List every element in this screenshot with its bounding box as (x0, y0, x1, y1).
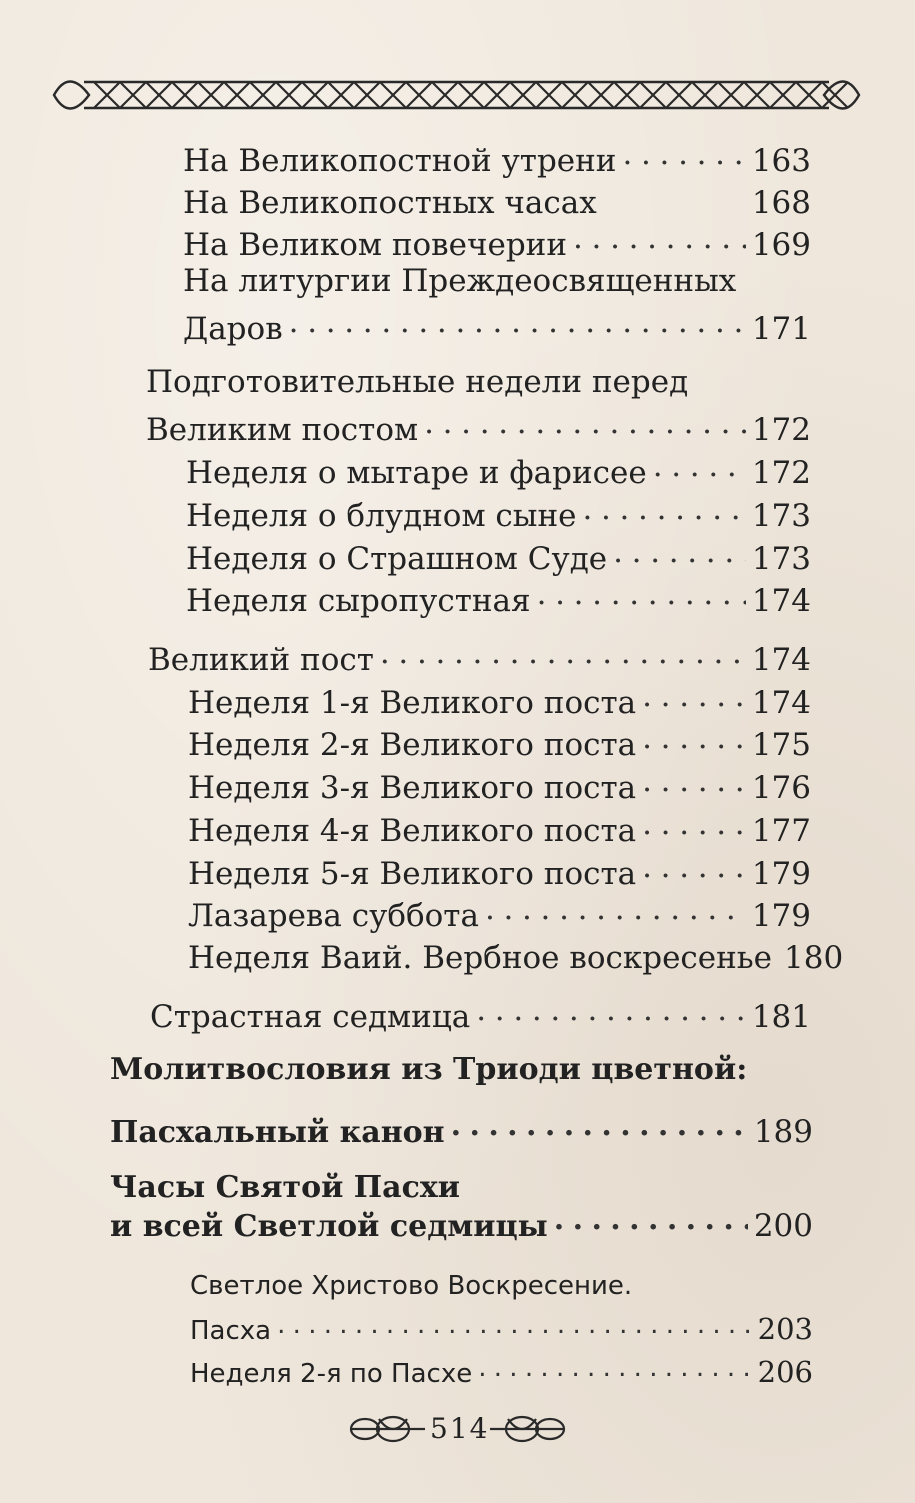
entry-page: 171 (751, 311, 811, 347)
leader-dots (485, 895, 746, 926)
leader-dots (642, 767, 746, 798)
entry-page: 172 (751, 455, 811, 491)
entry-page: 200 (753, 1208, 813, 1244)
toc-entry[interactable] (183, 140, 811, 177)
toc-section-entry[interactable] (110, 1112, 813, 1148)
toc-entry[interactable] (186, 580, 811, 617)
entry-page: 172 (751, 412, 811, 448)
leader-dots (277, 1313, 752, 1339)
entry-title: Неделя 5-я Великого поста (188, 856, 637, 892)
leader-dots (451, 1112, 748, 1142)
entry-title: Неделя о блудном сыне (186, 498, 577, 534)
entry-title-line1[interactable]: Светлое Христово Воскресение. (190, 1271, 633, 1301)
entry-title: Лазарева суббота (188, 898, 479, 934)
toc-entry[interactable] (186, 452, 811, 489)
entry-page: 174 (751, 583, 811, 619)
toc-section-entry[interactable] (148, 639, 811, 676)
entry-title: Неделя 4-я Великого поста (188, 813, 637, 849)
entry-page: 175 (751, 727, 811, 763)
leader-dots (642, 810, 746, 841)
entry-page: 174 (751, 685, 811, 721)
entry-title: Пасхальный канон (110, 1115, 445, 1150)
page-footer (345, 1408, 570, 1450)
toc-entry[interactable] (190, 1313, 813, 1344)
entry-title: Пасха (190, 1316, 272, 1346)
entry-title: На Великом повечерии (183, 227, 567, 263)
entry-title: Неделя сыропустная (186, 583, 531, 619)
leader-dots (642, 682, 746, 713)
entry-page: 177 (751, 813, 811, 849)
leader-dots (554, 1206, 748, 1236)
page-number: 514 (430, 1412, 490, 1445)
toc-section-entry[interactable] (110, 1206, 813, 1242)
toc-entry[interactable] (188, 724, 811, 761)
entry-title: На Великопостной утрени (183, 143, 617, 179)
entry-page: 181 (751, 999, 811, 1035)
entry-page: 189 (753, 1114, 813, 1150)
entry-page: 180 (784, 940, 844, 976)
entry-page: 179 (751, 898, 811, 934)
leader-dots (642, 853, 746, 884)
entry-title: и всей Светлой седмицы (110, 1209, 548, 1244)
entry-title: Неделя 2-я Великого поста (188, 727, 637, 763)
entry-title: Неделя о Страшном Суде (186, 541, 608, 577)
entry-title: Неделя 2-я по Пасхе (190, 1359, 473, 1389)
leader-dots (622, 140, 745, 171)
toc-entry[interactable] (183, 308, 811, 345)
entry-title: Неделя 3-я Великого поста (188, 770, 637, 806)
leader-dots (478, 1356, 751, 1382)
entry-title: Великим постом (146, 412, 419, 448)
entry-page: 176 (751, 770, 811, 806)
leader-dots (424, 409, 746, 440)
entry-page: 163 (751, 143, 811, 179)
toc-entry[interactable] (183, 224, 811, 261)
entry-page: 169 (751, 227, 811, 263)
entry-page: 173 (751, 541, 811, 577)
leader-dots (476, 996, 746, 1027)
toc-section-entry[interactable] (146, 409, 811, 446)
entry-title: На Великопостных часах (183, 185, 597, 221)
leader-dots (380, 639, 746, 670)
toc-entry[interactable] (183, 182, 811, 219)
entry-page: 174 (751, 642, 811, 678)
toc-entry[interactable] (188, 937, 844, 976)
toc-entry[interactable] (188, 895, 811, 932)
toc-entry[interactable] (190, 1356, 813, 1387)
toc-entry[interactable] (186, 495, 811, 532)
leader-dots (582, 495, 745, 526)
leader-dots (289, 308, 746, 339)
leader-dots (573, 224, 746, 255)
leader-dots (653, 452, 746, 483)
entry-title: Страстная седмица (150, 999, 471, 1035)
entry-title: Неделя Ваий. Вербное воскресенье (188, 940, 773, 976)
entry-page: 203 (757, 1312, 813, 1346)
toc-entry[interactable] (186, 538, 811, 575)
leader-dots (537, 580, 746, 611)
section-heading: Молитвословия из Триоди цветной: (110, 1052, 748, 1087)
entry-title: Неделя 1-я Великого поста (188, 685, 637, 721)
section-title-line1[interactable]: Подготовительные недели перед (146, 364, 689, 400)
toc-entry[interactable] (188, 767, 811, 804)
entry-title: Великий пост (148, 642, 374, 678)
entry-title-line1[interactable]: На литургии Преждеосвященных (183, 263, 737, 299)
entry-page: 173 (751, 498, 811, 534)
toc-entry[interactable] (188, 810, 811, 847)
entry-title: Неделя о мытаре и фарисее (186, 455, 647, 491)
entry-page: 168 (751, 185, 811, 221)
entry-title-line1[interactable]: Часы Святой Пасхи (110, 1170, 460, 1205)
entry-page: 206 (757, 1355, 813, 1389)
toc-entry[interactable] (188, 682, 811, 719)
leader-dots (613, 538, 746, 569)
toc-section-entry[interactable] (150, 996, 811, 1033)
entry-page: 179 (751, 856, 811, 892)
entry-title: Даров (183, 311, 283, 347)
toc-entry[interactable] (188, 853, 811, 890)
leader-dots (642, 724, 746, 755)
